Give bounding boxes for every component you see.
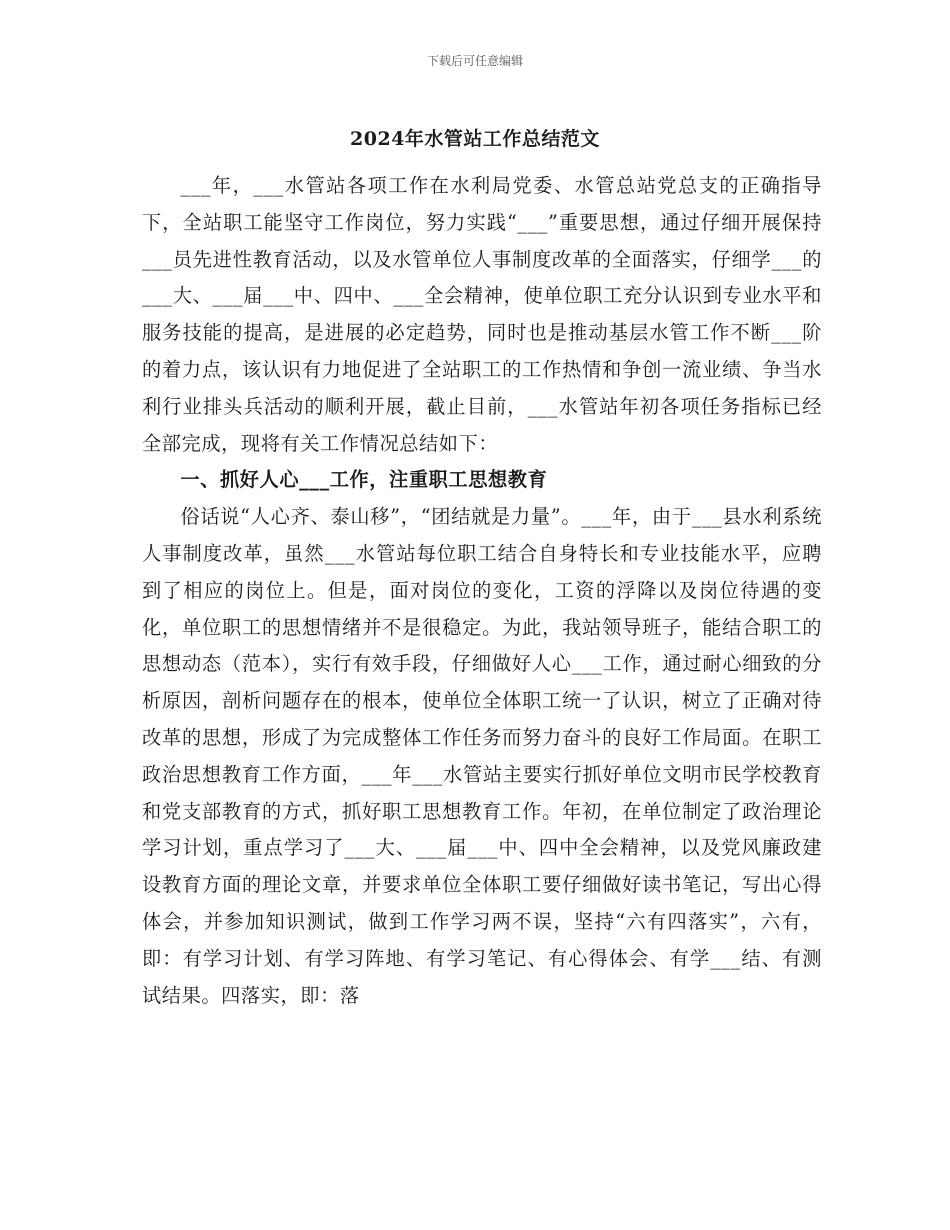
section-heading-1: 一、抓好人心___工作，注重职工思想教育 bbox=[180, 468, 548, 492]
page-header-note: 下载后可任意编辑 bbox=[426, 54, 523, 68]
document-title: 2024年水管站工作总结范文 bbox=[350, 128, 600, 150]
paragraph-intro: ___年，___水管站各项工作在水利局党委、水管总站党总支的正确指导下，全站职工能坚守工作岗位，努力实践“___”重要思想，通过仔细开展保持___员先进性教育活动，以及水管单位人事制度改革的全面落实，仔细学___的___大、___届___中、四中、___全会精神，使单位职工充分认识到专业水平和服务技能的提高，是进展的必定趋势，同时也是推动基层水管工作不断___阶的着力点，该认识有力地促进了全站职工的工作热情和争创一流业绩、争当水利行业排头兵活动的顺利开展，截止目前，___水管站年初各项任务指标已经全部完成，现将有关工作情况总结如下： bbox=[142, 174, 822, 455]
paragraph-section-1: 俗话说“人心齐、泰山移”，“团结就是力量”。___年，由于___县水利系统人事制度改革，虽然___水管站每位职工结合自身特长和专业技能水平，应聘到了相应的岗位上。但是，面对岗位的变化，工资的浮降以及岗位待遇的变化，单位职工的思想情绪并不是很稳定。为此，我站领导班子，能结合职工的思想动态（范本），实行有效手段，仔细做好人心___工作，通过耐心细致的分析原因，剖析问题存在的根本，使单位全体职工统一了认识，树立了正确对待改革的思想，形成了为完成整体工作任务而努力奋斗的良好工作局面。在职工政治思想教育工作方面，___年___水管站主要实行抓好单位文明市民学校教育和党支部教育的方式，抓好职工思想教育工作。年初，在单位制定了政治理论学习计划，重点学习了___大、___届___中、四中全会精神，以及党风廉政建设教育方面的理论文章，并要求单位全体职工要仔细做好读书笔记，写出心得体会，并参加知识测试，做到工作学习两不误，坚持“六有四落实”，六有，即：有学习计划、有学习阵地、有学习笔记、有心得体会、有学___结、有测试结果。四落实，即：落 bbox=[142, 505, 822, 1007]
document-body bbox=[142, 168, 822, 1014]
